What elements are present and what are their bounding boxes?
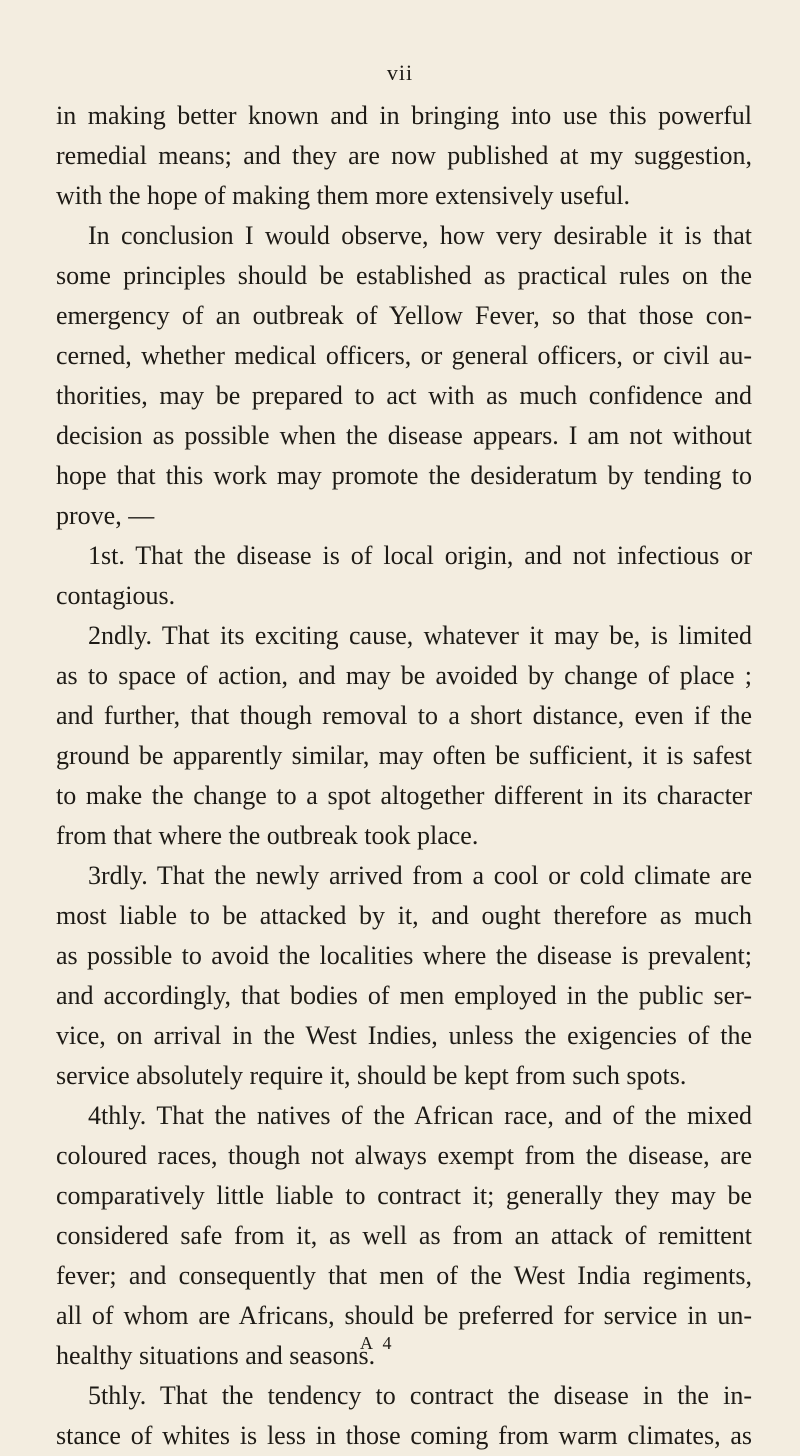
text-line: 3rdly. That the newly arrived from a cool or cold climate are [88, 861, 752, 890]
text-line: 1st. That the disease is of local origin, and not infectious or [88, 541, 752, 570]
text-line: comparatively little liable to contract it; generally they may be [56, 1181, 752, 1210]
text-line: vice, on arrival in the West Indies, unless the exigencies of the [56, 1021, 752, 1050]
page-number: vii [386, 60, 414, 85]
text-line: and accordingly, that bodies of men employed in the public ser- [56, 981, 752, 1010]
text-line: with the hope of making them more extensively useful. [56, 181, 631, 210]
text-line: coloured races, though not always exempt from the disease, are [56, 1141, 752, 1170]
text-line: contagious. [56, 581, 176, 610]
text-line: in making better known and in bringing into use this powerful [56, 101, 752, 130]
text-line: emergency of an outbreak of Yellow Fever, so that those con- [56, 301, 752, 330]
text-line: hope that this work may promote the desideratum by tending to [56, 461, 752, 490]
text-line: service absolutely require it, should be kept from such spots. [56, 1061, 687, 1090]
text-line: healthy situations and seasons. [56, 1341, 376, 1370]
text-line: to make the change to a spot altogether different in its character [56, 781, 752, 810]
signature-mark: A 4 [360, 1333, 395, 1353]
text-line: as possible to avoid the localities where the disease is prevalent; [56, 941, 752, 970]
text-line: thorities, may be prepared to act with as much confidence and [56, 381, 752, 410]
text-line: some principles should be established as practical rules on the [56, 261, 752, 290]
text-line: considered safe from it, as well as from an attack of remittent [56, 1221, 752, 1250]
text-line: prove, — [56, 501, 155, 530]
text-line: and further, that though removal to a short distance, even if the [56, 701, 752, 730]
text-line: cerned, whether medical officers, or general officers, or civil au- [56, 341, 752, 370]
text-line: most liable to be attacked by it, and ought therefore as much [56, 901, 752, 930]
text-line: from that where the outbreak took place. [56, 821, 479, 850]
text-line: 4thly. That the natives of the African race, and of the mixed [88, 1101, 752, 1130]
text-line: all of whom are Africans, should be preferred for service in un- [56, 1301, 752, 1330]
text-line: ground be apparently similar, may often be sufficient, it is safest [56, 741, 752, 770]
text-line: stance of whites is less in those coming from warm climates, as [56, 1421, 752, 1450]
text-line: In conclusion I would observe, how very desirable it is that [88, 221, 752, 250]
text-line: decision as possible when the disease appears. I am not without [56, 421, 752, 450]
text-line: as to space of action, and may be avoided by change of place ; [56, 661, 752, 690]
text-line: 5thly. That the tendency to contract the disease in the in- [88, 1381, 752, 1410]
text-line: remedial means; and they are now published at my suggestion, [56, 141, 752, 170]
text-line: 2ndly. That its exciting cause, whatever it may be, is limited [88, 621, 752, 650]
text-line: fever; and consequently that men of the West India regiments, [56, 1261, 752, 1290]
